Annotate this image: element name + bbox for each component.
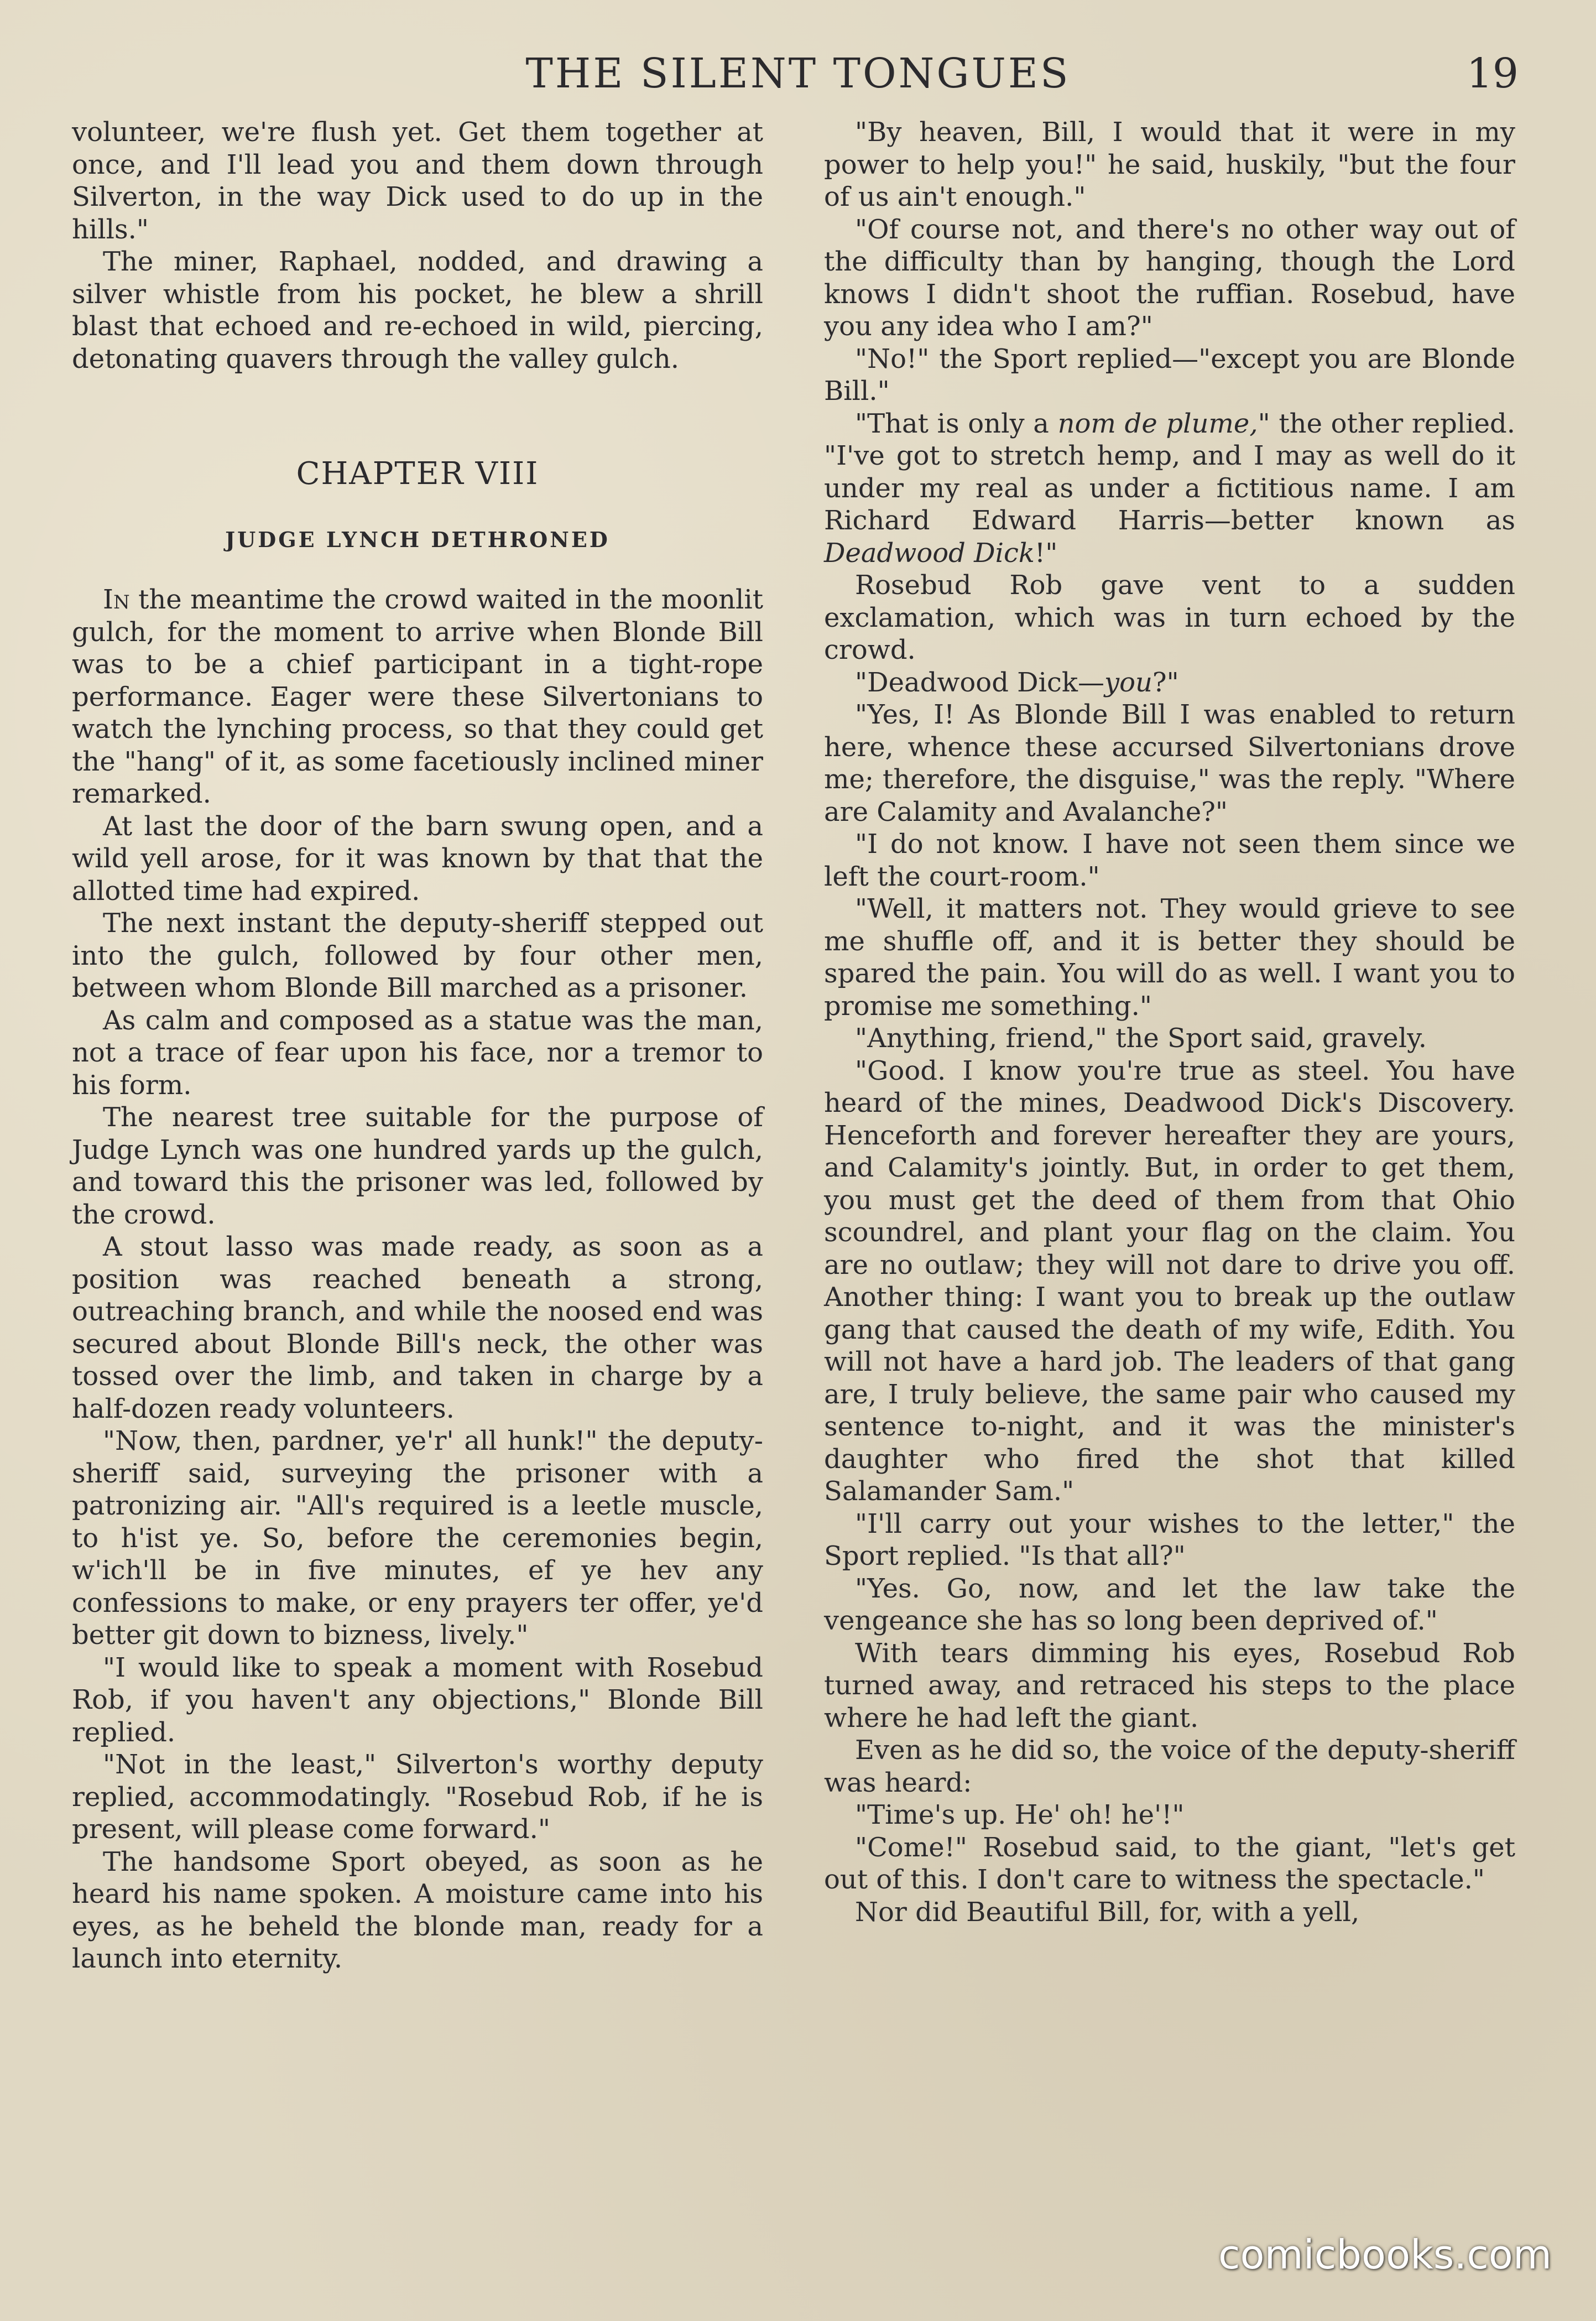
paragraph: With tears dimming his eyes, Rosebud Rob turned away, and retraced his steps to the place where he had left the giant. [824, 1637, 1515, 1734]
paragraph: "Not in the least," Silverton's worthy deputy replied, accommodatingly. "Rosebud Rob, if he is present, will please come forward." [72, 1749, 763, 1845]
paragraph: Even as he did so, the voice of the deputy-sheriff was heard: [824, 1735, 1515, 1798]
paragraph [72, 584, 763, 810]
paragraph: Rosebud Rob gave vent to a sudden exclamation, which was in turn echoed by the crowd. [824, 570, 1515, 665]
paragraph: "Good. I know you're true as steel. You have heard of the mines, Deadwood Dick's Discovery. Henceforth and forever hereafter they are yours, and Calamity's jointly. But, in order to get them, you must get the deed of them from that Ohio scoundrel, and plant your flag on the claim. You are no outlaw; they will not dare to drive you off. Another thing: I want you to break up the outlaw gang that caused the death of my wife, Edith. You will not have a hard job. The leaders of that gang are, I truly believe, the same pair who caused my sentence to-night, and it was the minister's daughter who fired the shot that killed Salamander Sam." [824, 1055, 1515, 1507]
italic-phrase: you [1104, 667, 1152, 698]
paragraph: "I do not know. I have not seen them since we left the court-room." [824, 829, 1515, 892]
paragraph-text: ?" [1152, 667, 1179, 698]
paragraph: At last the door of the barn swung open, and a wild yell arose, for it was known by that that the allotted time had expired. [72, 810, 763, 907]
italic-phrase: nom de plume, [1057, 408, 1258, 439]
site-watermark: comicbooks.com [1218, 2231, 1552, 2278]
page-number: 19 [1466, 50, 1519, 97]
paragraph: "Well, it matters not. They would grieve to see me shuffle off, and it is better they should be spared the pain. You will do as well. I want you to promise me something." [824, 893, 1515, 1022]
paragraph: The handsome Sport obeyed, as soon as he heard his name spoken. A moisture came into his eyes, as he beheld the blonde man, ready for a launch into eternity. [72, 1846, 763, 1974]
paragraph: "Yes. Go, now, and let the law take the vengeance she has so long been deprived of." [824, 1573, 1515, 1636]
chapter-title: CHAPTER VIII [296, 456, 539, 492]
paragraph: "Time's up. He' oh! he'!" [855, 1799, 1185, 1830]
paragraph-text: " the other replied. "I've got to stretch hemp, and I may as well do it under my real as under a fictitious name. I am Richard Edward Harris—better known as [824, 408, 1516, 536]
paragraph: "I would like to speak a moment with Rosebud Rob, if you haven't any objections," Blonde Bill replied. [72, 1652, 763, 1748]
paragraph-text: "Deadwood Dick— [855, 667, 1104, 698]
paragraph: "By heaven, Bill, I would that it were in my power to help you!" he said, huskily, "but the four of us ain't enough." [824, 117, 1515, 212]
paragraph-text: !" [1034, 537, 1058, 569]
paragraph: The miner, Raphael, nodded, and drawing a silver whistle from his pocket, he blew a shrill blast that echoed and re-echoed in wild, piercing, detonating quavers through the valley gulch. [72, 246, 763, 374]
paragraph: "Yes, I! As Blonde Bill I was enabled to return here, whence these accursed Silvertonians drove me; therefore, the disguise," was the reply. "Where are Calamity and Avalanche?" [824, 699, 1515, 828]
paragraph: Nor did Beautiful Bill, for, with a yell, [855, 1896, 1360, 1928]
paragraph: A stout lasso was made ready, as soon as a position was reached beneath a strong, outreaching branch, and while the noosed end was secured about Blonde Bill's neck, the other was tossed over the limb, and taken in charge by a half-dozen ready volunteers. [72, 1231, 763, 1424]
paragraph: volunteer, we're flush yet. Get them together at once, and I'll lead you and them down through Silverton, in the way Dick used to do up in the hills." [72, 117, 763, 245]
running-title: THE SILENT TONGUES [525, 50, 1071, 97]
chapter-subtitle: JUDGE LYNCH DETHRONED [225, 527, 610, 552]
paragraph: "Of course not, and there's no other way out of the difficulty than by hanging, though the Lord knows I didn't shoot the ruffian. Rosebud, have you any idea who I am?" [824, 214, 1515, 342]
paragraph [824, 667, 1515, 699]
paragraph-text: the meantime the crowd waited in the moonlit gulch, for the moment to arrive when Blonde Bill was to be a chief participant in a tight-rope performance. Eager were these Silvertonians to watch the lynching process, so that they could get the "hang" of it, as some facetiously inclined miner remarked. [72, 584, 763, 809]
paragraph: The nearest tree suitable for the purpose of Judge Lynch was one hundred yards up the gulch, and toward this the prisoner was led, followed by the crowd. [72, 1102, 763, 1230]
right-column [824, 116, 1515, 1928]
page-header [72, 44, 1524, 111]
paragraph: The next instant the deputy-sheriff stepped out into the gulch, followed by four other men, between whom Blonde Bill marched as a prisoner. [72, 908, 763, 1003]
paragraph: "Now, then, pardner, ye'r' all hunk!" the deputy-sheriff said, surveying the prisoner with a patronizing air. "All's required is a leetle muscle, to h'ist ye. So, before the ceremonies begin, w'ich'll be in five minutes, ef ye hev any confessions to make, or eny prayers ter offer, ye'd better git down to bizness, lively." [72, 1425, 763, 1651]
paragraph-lead-word: In [103, 584, 130, 615]
paragraph: "Anything, friend," the Sport said, gravely. [855, 1023, 1427, 1054]
paragraph: "No!" the Sport replied—"except you are Blonde Bill." [824, 343, 1515, 407]
paragraph: As calm and composed as a statue was the man, not a trace of fear upon his face, nor a tremor to his form. [72, 1005, 763, 1101]
italic-phrase: Deadwood Dick [824, 537, 1035, 569]
book-page [72, 44, 1524, 2157]
paragraph-text: "That is only a [855, 408, 1058, 439]
left-column [72, 116, 763, 1975]
paragraph [824, 408, 1515, 570]
paragraph: "Come!" Rosebud said, to the giant, "let's get out of this. I don't care to witness the spectacle." [824, 1831, 1515, 1895]
paragraph: "I'll carry out your wishes to the letter," the Sport replied. "Is that all?" [824, 1508, 1515, 1571]
